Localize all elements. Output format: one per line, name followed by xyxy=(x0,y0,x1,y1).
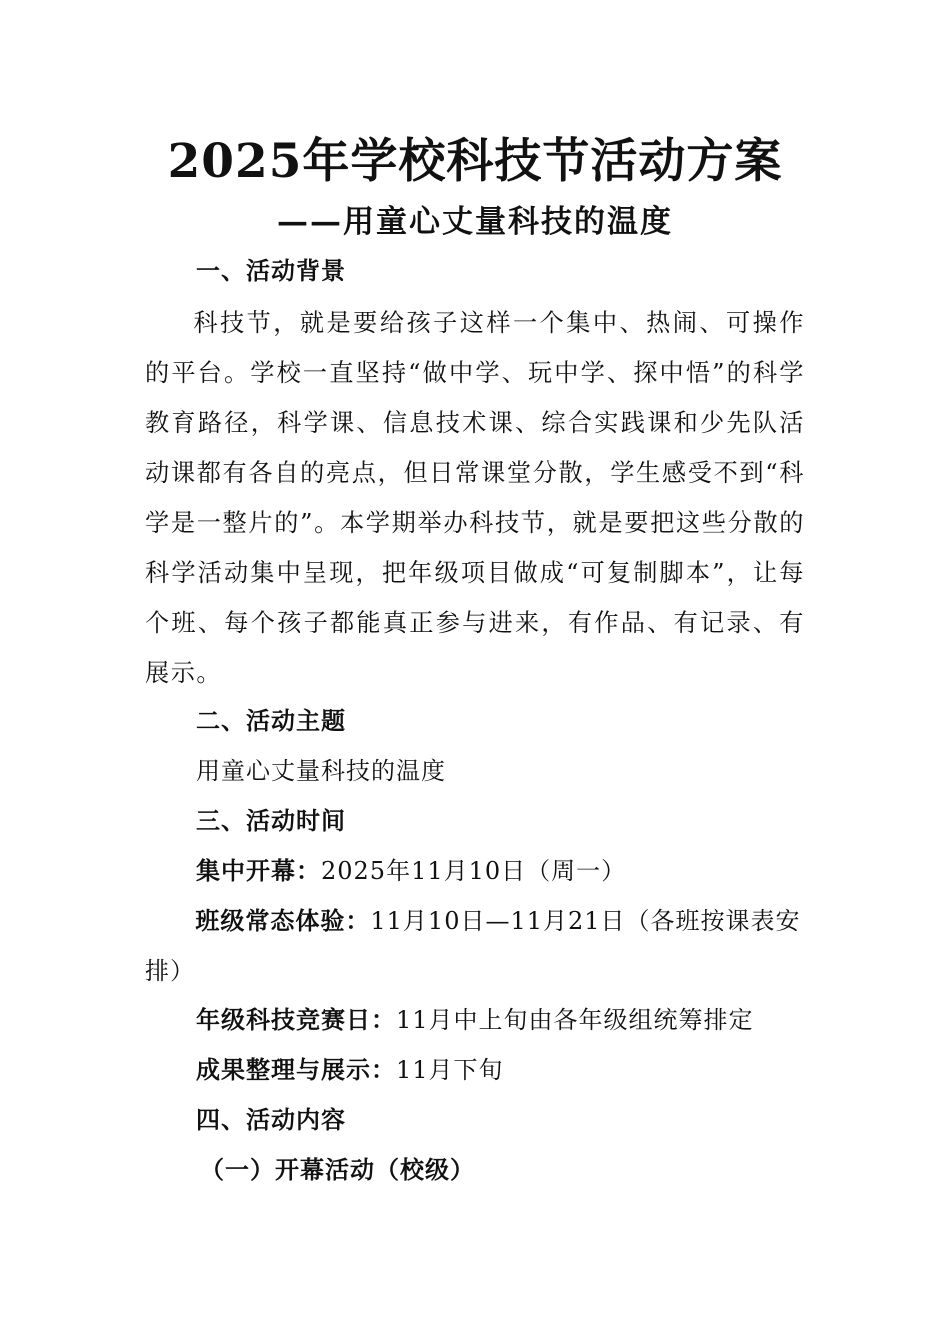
section-heading-theme: 二、活动主题 xyxy=(196,706,346,735)
subsection-heading-opening: （一）开幕活动（校级） xyxy=(200,1155,475,1184)
time-item-showcase xyxy=(196,1052,504,1088)
section-heading-background: 一、活动背景 xyxy=(196,256,346,285)
time-item-competition xyxy=(196,1002,754,1038)
document-title: 2025年学校科技节活动方案 xyxy=(167,134,783,189)
section-heading-content: 四、活动内容 xyxy=(196,1105,346,1134)
document-subtitle: ——用童心丈量科技的温度 xyxy=(277,204,673,240)
theme-text: 用童心丈量科技的温度 xyxy=(196,757,446,785)
background-paragraph: 科技节，就是要给孩子这样一个集中、热闹、可操作的平台。学校一直坚持“做中学、玩中学、探中悟”的科学教育路径，科学课、信息技术课、综合实践课和少先队活动课都有各自的亮点，但日常课堂分散，学生感受不到“科学是一整片的”。本学期举办科技节，就是要把这些分散的科学活动集中呈现，把年级项目做成“可复制脚本”，让每个班、每个孩子都能真正参与进来，有作品、有记录、有展示。 xyxy=(145,309,805,687)
time-item-opening xyxy=(196,853,626,889)
time-item-value: 11月下旬 xyxy=(396,1056,504,1084)
time-item-label: 成果整理与展示： xyxy=(196,1055,396,1084)
time-item-label: 年级科技竞赛日： xyxy=(196,1005,396,1034)
time-item-label: 集中开幕： xyxy=(196,856,321,885)
time-item-value: 2025年11月10日（周一） xyxy=(321,857,627,885)
time-item-class-experience xyxy=(145,896,807,996)
section-heading-time: 三、活动时间 xyxy=(196,806,346,835)
time-item-value: 11月中上旬由各年级组统筹排定 xyxy=(396,1006,754,1034)
time-item-label: 班级常态体验： xyxy=(195,906,371,935)
time-item-value: 11月10日—11月21日（各班按课表安排） xyxy=(145,907,801,985)
